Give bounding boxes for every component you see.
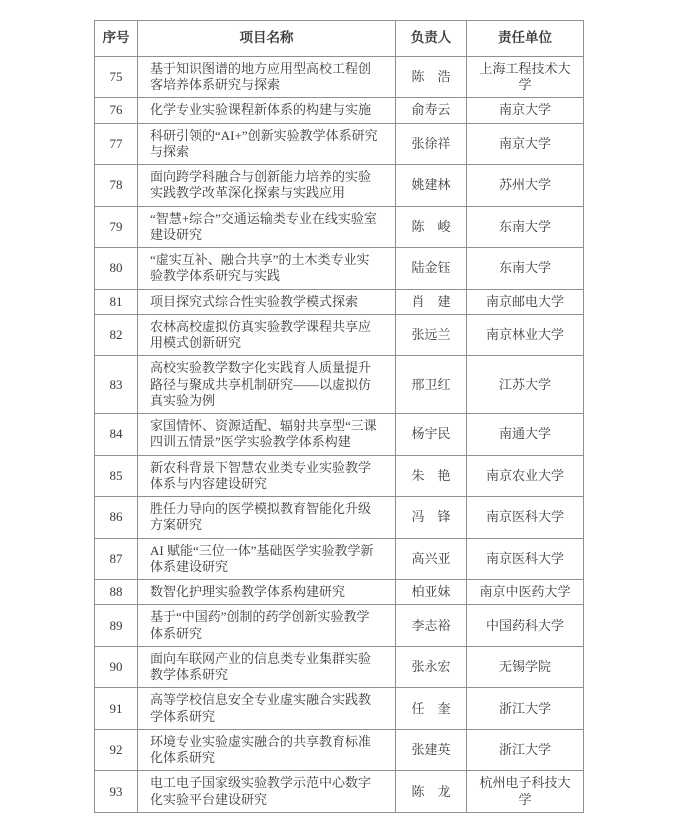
cell-leader: 陆金钰 (396, 248, 467, 290)
cell-project-name: 基于知识图谱的地方应用型高校工程创客培养体系研究与探索 (138, 56, 396, 98)
table-row (95, 356, 584, 414)
cell-project-name: AI 赋能“三位一体”基础医学实验教学新体系建设研究 (138, 538, 396, 580)
cell-leader: 张徐祥 (396, 123, 467, 165)
table-row (95, 123, 584, 165)
cell-unit: 南京邮电大学 (467, 289, 584, 314)
cell-project-name: 基于“中国药”创制的药学创新实验教学体系研究 (138, 605, 396, 647)
cell-leader: 冯 锋 (396, 497, 467, 539)
cell-unit: 东南大学 (467, 248, 584, 290)
cell-number: 78 (95, 165, 138, 207)
cell-project-name: 科研引领的“AI+”创新实验教学体系研究与探索 (138, 123, 396, 165)
cell-unit: 南京医科大学 (467, 538, 584, 580)
table-row (95, 580, 584, 605)
table-row (95, 771, 584, 813)
cell-number: 75 (95, 56, 138, 98)
cell-unit: 浙江大学 (467, 729, 584, 771)
cell-leader: 柏亚妹 (396, 580, 467, 605)
cell-number: 79 (95, 206, 138, 248)
cell-project-name: 化学专业实验课程新体系的构建与实施 (138, 98, 396, 123)
cell-project-name: 胜任力导向的医学模拟教育智能化升级方案研究 (138, 497, 396, 539)
cell-number: 83 (95, 356, 138, 414)
table-row (95, 729, 584, 771)
table-row (95, 248, 584, 290)
cell-number: 89 (95, 605, 138, 647)
cell-project-name: 家国情怀、资源适配、辐射共享型“三课四训五情景”医学实验教学体系构建 (138, 414, 396, 456)
cell-unit: 苏州大学 (467, 165, 584, 207)
table-row (95, 56, 584, 98)
cell-project-name: 面向跨学科融合与创新能力培养的实验实践教学改革深化探索与实践应用 (138, 165, 396, 207)
cell-project-name: 新农科背景下智慧农业类专业实验教学体系与内容建设研究 (138, 455, 396, 497)
cell-project-name: 电工电子国家级实验教学示范中心数字化实验平台建设研究 (138, 771, 396, 813)
cell-number: 84 (95, 414, 138, 456)
cell-leader: 杨宇民 (396, 414, 467, 456)
cell-number: 77 (95, 123, 138, 165)
cell-leader: 肖 建 (396, 289, 467, 314)
table-row (95, 646, 584, 688)
cell-project-name: “虚实互补、融合共享”的土木类专业实验教学体系研究与实践 (138, 248, 396, 290)
cell-unit: 南通大学 (467, 414, 584, 456)
header-row (95, 21, 584, 57)
cell-project-name: 环境专业实验虚实融合的共享教育标准化体系研究 (138, 729, 396, 771)
cell-leader: 任 奎 (396, 688, 467, 730)
cell-leader: 张建英 (396, 729, 467, 771)
cell-project-name: 数智化护理实验教学体系构建研究 (138, 580, 396, 605)
table-row (95, 165, 584, 207)
cell-leader: 姚建林 (396, 165, 467, 207)
cell-leader: 李志裕 (396, 605, 467, 647)
table-row (95, 538, 584, 580)
cell-number: 76 (95, 98, 138, 123)
cell-unit: 南京中医药大学 (467, 580, 584, 605)
cell-unit: 南京农业大学 (467, 455, 584, 497)
cell-number: 93 (95, 771, 138, 813)
table-row (95, 455, 584, 497)
table-row (95, 497, 584, 539)
table-row (95, 98, 584, 123)
column-header-leader: 负责人 (396, 21, 467, 57)
table-row (95, 206, 584, 248)
cell-project-name: 面向车联网产业的信息类专业集群实验教学体系研究 (138, 646, 396, 688)
table-row (95, 414, 584, 456)
cell-leader: 朱 艳 (396, 455, 467, 497)
cell-number: 82 (95, 314, 138, 356)
project-list-table (94, 20, 584, 813)
cell-number: 91 (95, 688, 138, 730)
cell-number: 81 (95, 289, 138, 314)
cell-unit: 南京大学 (467, 98, 584, 123)
cell-unit: 南京大学 (467, 123, 584, 165)
cell-leader: 高兴亚 (396, 538, 467, 580)
cell-number: 88 (95, 580, 138, 605)
cell-leader: 俞寿云 (396, 98, 467, 123)
cell-unit: 南京医科大学 (467, 497, 584, 539)
cell-project-name: 项目探究式综合性实验教学模式探索 (138, 289, 396, 314)
cell-leader: 陈 峻 (396, 206, 467, 248)
cell-leader: 陈 浩 (396, 56, 467, 98)
cell-number: 85 (95, 455, 138, 497)
cell-project-name: 高等学校信息安全专业虚实融合实践教学体系研究 (138, 688, 396, 730)
cell-number: 80 (95, 248, 138, 290)
cell-leader: 邢卫红 (396, 356, 467, 414)
table-row (95, 289, 584, 314)
cell-unit: 中国药科大学 (467, 605, 584, 647)
cell-unit: 江苏大学 (467, 356, 584, 414)
column-header-unit: 责任单位 (467, 21, 584, 57)
cell-unit: 无锡学院 (467, 646, 584, 688)
cell-number: 86 (95, 497, 138, 539)
cell-unit: 杭州电子科技大学 (467, 771, 584, 813)
cell-number: 87 (95, 538, 138, 580)
table-row (95, 688, 584, 730)
cell-unit: 南京林业大学 (467, 314, 584, 356)
column-header-project-name: 项目名称 (138, 21, 396, 57)
cell-number: 90 (95, 646, 138, 688)
cell-leader: 陈 龙 (396, 771, 467, 813)
cell-project-name: 高校实验教学数字化实践育人质量提升路径与聚成共享机制研究——以虚拟仿真实验为例 (138, 356, 396, 414)
table-row (95, 314, 584, 356)
cell-leader: 张永宏 (396, 646, 467, 688)
column-header-number: 序号 (95, 21, 138, 57)
cell-project-name: 农林高校虚拟仿真实验教学课程共享应用模式创新研究 (138, 314, 396, 356)
cell-unit: 上海工程技术大学 (467, 56, 584, 98)
cell-project-name: “智慧+综合”交通运输类专业在线实验室建设研究 (138, 206, 396, 248)
cell-leader: 张远兰 (396, 314, 467, 356)
table-row (95, 605, 584, 647)
cell-unit: 东南大学 (467, 206, 584, 248)
cell-number: 92 (95, 729, 138, 771)
cell-unit: 浙江大学 (467, 688, 584, 730)
